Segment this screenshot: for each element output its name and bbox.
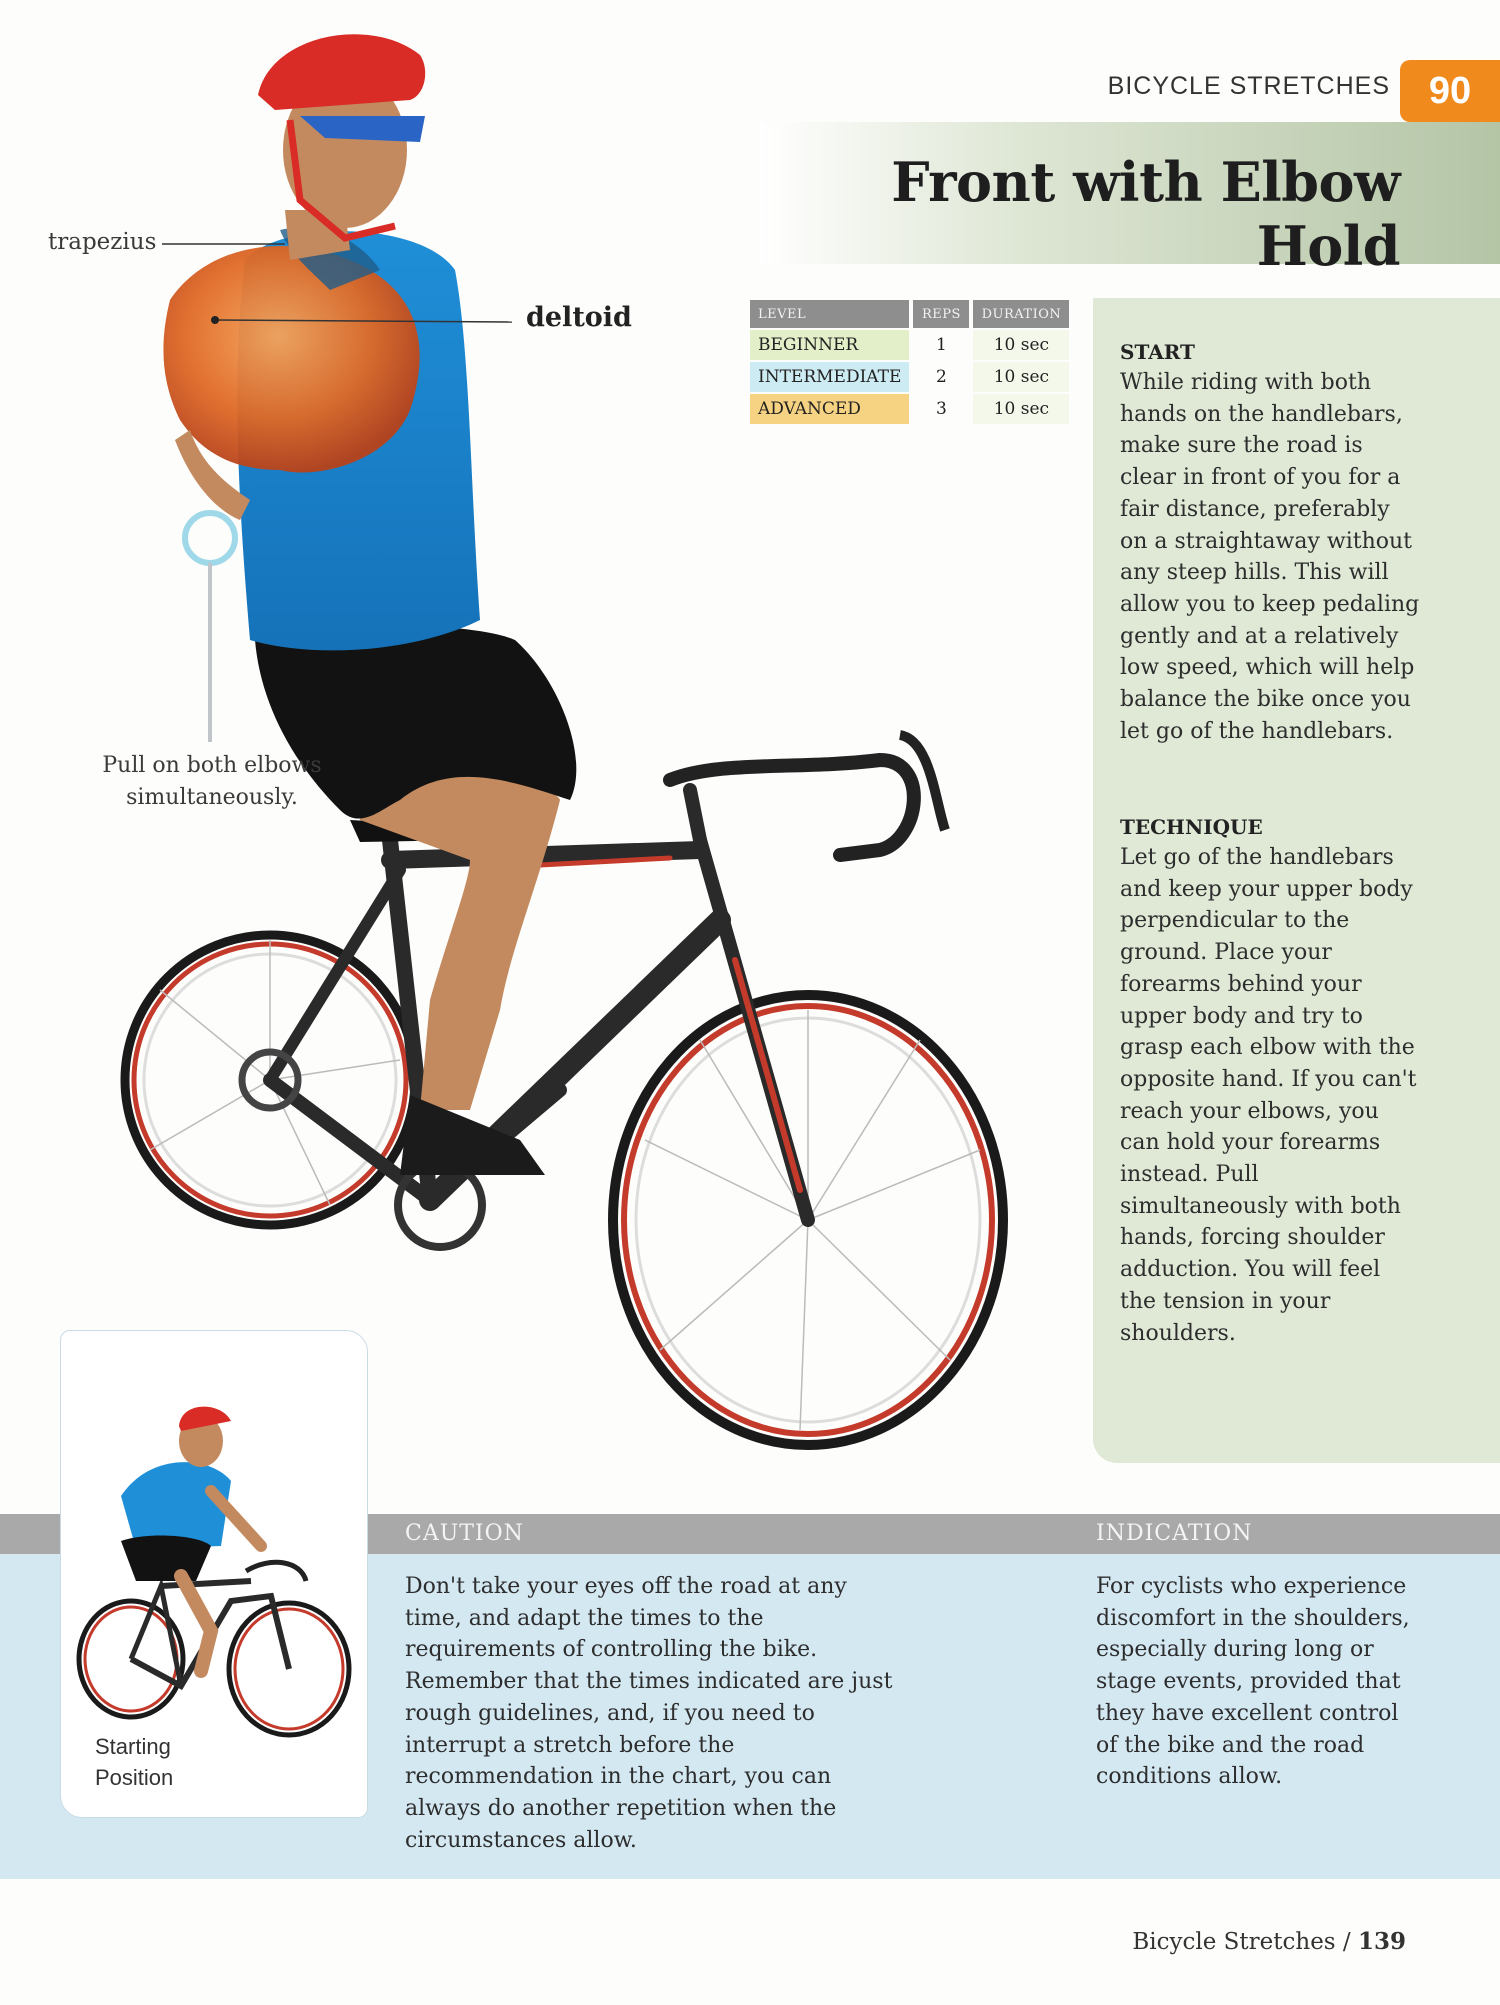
header-duration: DURATION: [973, 300, 1069, 328]
table-row: [750, 394, 1069, 424]
reps-cell: 3: [935, 399, 947, 419]
indication-text: For cyclists who experience discomfort in the shoulders, especially during long or stage events, provided that they have excellent control of the bike and the road conditions allow.: [1096, 1574, 1410, 1790]
header-reps: REPS: [913, 300, 969, 328]
table-header-row: [750, 300, 1069, 328]
start-text: While riding with both hands on the handlebars, make sure the road is clear in front of you for a fair distance, preferably on a straightaway without any steep hills. This will allow you to keep pedaling gently and at a relatively low speed, which will help balance the bike once you let go of the handlebars.: [1120, 370, 1420, 744]
reps-cell: 2: [935, 367, 947, 387]
duration-cell: 10 sec: [973, 330, 1069, 360]
table-row: [750, 330, 1069, 360]
trapezius-label: trapezius: [48, 229, 157, 255]
running-head: BICYCLE STRETCHES: [1107, 72, 1390, 100]
starting-position-label: Starting Position: [95, 1734, 174, 1790]
level-intermediate: INTERMEDIATE: [750, 362, 909, 392]
duration-cell: 10 sec: [973, 394, 1069, 424]
technique-heading: TECHNIQUE: [1120, 815, 1263, 839]
red-helmet: [258, 34, 425, 110]
page-footer: [1080, 1928, 1406, 1955]
caution-heading: CAUTION: [405, 1521, 524, 1546]
table-row: [750, 362, 1069, 392]
page-title: Front with Elbow Hold: [891, 150, 1400, 278]
deltoid-label: deltoid: [526, 302, 632, 333]
start-heading: START: [1120, 340, 1195, 364]
duration-cell: 10 sec: [973, 362, 1069, 392]
footer-page-number: 139: [1357, 1928, 1406, 1955]
band-header-strip: [0, 1514, 60, 1554]
page-number-tab: 90: [1400, 60, 1500, 122]
indication-heading: INDICATION: [1096, 1521, 1253, 1546]
footer-section: Bicycle Stretches /: [1132, 1929, 1351, 1955]
pull-elbows-note: Pull on both elbows simultaneously.: [102, 753, 322, 810]
level-beginner: BEGINNER: [750, 330, 909, 360]
level-table: [746, 298, 1073, 426]
deltoid-muscle: [163, 246, 419, 473]
technique-text: Let go of the handlebars and keep your upper body perpendicular to the ground. Place your forearms behind your upper body and try to grasp each elbow with the opposite hand. If you can't reach your elbows, you can hold your forearms instead. Pull simultaneously with both hands, forcing shoulder adduction. You will feel the tension in your shoulders.: [1120, 845, 1417, 1346]
reps-cell: 1: [935, 335, 947, 355]
level-advanced: ADVANCED: [750, 394, 909, 424]
elbow-marker-icon: [185, 513, 235, 563]
header-level: LEVEL: [750, 300, 909, 328]
caution-text: Don't take your eyes off the road at any time, and adapt the times to the requirements of controlling the bike. Remember that the times indicated are just rough guidelines, and, if you need to interrupt a stretch before the recommendation in the chart, you can always do another repetition when the circumstances allow.: [405, 1574, 893, 1853]
